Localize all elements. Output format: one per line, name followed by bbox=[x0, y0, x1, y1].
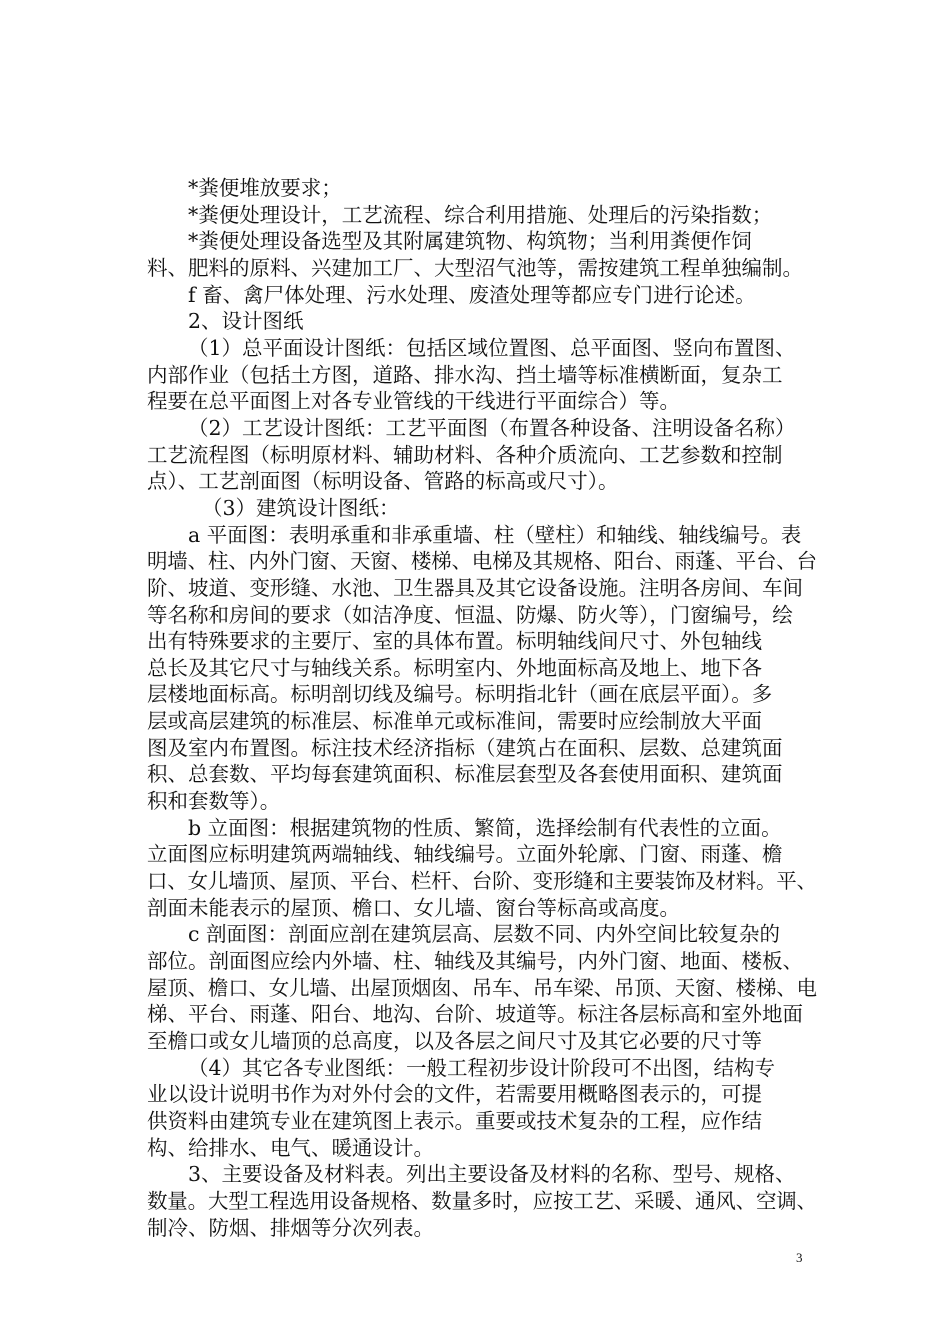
text-line: 业以设计说明书作为对外付会的文件，若需要用概略图表示的，可提 bbox=[147, 1082, 762, 1107]
text-line: 3、主要设备及材料表。列出主要设备及材料的名称、型号、规格、 bbox=[188, 1162, 796, 1187]
text-line: 点）、工艺剖面图（标明设备、管路的标高或尺寸）。 bbox=[147, 469, 619, 494]
text-line: 出有特殊要求的主要厅、室的具体布置。标明轴线间尺寸、外包轴线 bbox=[147, 629, 762, 654]
text-line: f 畜、禽尸体处理、污水处理、废渣处理等都应专门进行论述。 bbox=[188, 282, 756, 307]
text-line: （4）其它各专业图纸：一般工程初步设计阶段可不出图，结构专 bbox=[188, 1055, 776, 1080]
body-text bbox=[147, 175, 817, 1241]
page-number: 3 bbox=[796, 1250, 803, 1265]
text-line: 层楼地面标高。标明剖切线及编号。标明指北针（画在底层平面）。多 bbox=[147, 682, 773, 707]
text-line: 图及室内布置图。标注技术经济指标（建筑占在面积、层数、总建筑面 bbox=[147, 735, 783, 760]
text-line: 口、女儿墙顶、屋顶、平台、栏杆、台阶、变形缝和主要装饰及材料。平、 bbox=[147, 869, 817, 894]
text-line: 总长及其它尺寸与轴线关系。标明室内、外地面标高及地上、地下各 bbox=[147, 655, 762, 680]
text-line: 梯、平台、雨蓬、阳台、地沟、台阶、坡道等。标注各层标高和室外地面 bbox=[147, 1002, 803, 1027]
text-line: 至檐口或女儿墙顶的总高度，以及各层之间尺寸及其它必要的尺寸等 bbox=[147, 1029, 762, 1053]
text-line: *粪便堆放要求； bbox=[188, 176, 342, 200]
text-line: *粪便处理设计，工艺流程、综合利用措施、处理后的污染指数； bbox=[188, 202, 773, 227]
text-line: 数量。大型工程选用设备规格、数量多时，应按工艺、采暖、通风、空调、 bbox=[147, 1188, 817, 1213]
text-line: 工艺流程图（标明原材料、辅助材料、各种介质流向、工艺参数和控制 bbox=[147, 442, 783, 467]
text-line: 2、设计图纸 bbox=[188, 309, 304, 334]
text-line: 屋顶、檐口、女儿墙、出屋顶烟囱、吊车、吊车梁、吊顶、天窗、楼梯、电 bbox=[147, 975, 817, 1000]
text-line: 等名称和房间的要求（如洁净度、恒温、防爆、防火等），门窗编号，绘 bbox=[147, 602, 793, 627]
text-line: （1）总平面设计图纸：包括区域位置图、总平面图、竖向布置图、 bbox=[188, 335, 796, 360]
text-line: 积、总套数、平均每套建筑面积、标准层套型及各套使用面积、建筑面 bbox=[147, 762, 783, 787]
text-line: 层或高层建筑的标准层、标准单元或标准间，需要时应绘制放大平面 bbox=[147, 709, 762, 734]
text-line: 内部作业（包括土方图，道路、排水沟、挡土墙等标准横断面，复杂工 bbox=[147, 362, 783, 387]
text-line: 立面图应标明建筑两端轴线、轴线编号。立面外轮廓、门窗、雨蓬、檐 bbox=[147, 842, 783, 867]
text-line: 剖面未能表示的屋顶、檐口、女儿墙、窗台等标高或高度。 bbox=[147, 895, 680, 920]
text-line: （2）工艺设计图纸：工艺平面图（布置各种设备、注明设备名称） bbox=[188, 415, 796, 440]
text-line: 程要在总平面图上对各专业管线的干线进行平面综合）等。 bbox=[147, 389, 680, 414]
text-line: 构、给排水、电气、暖通设计。 bbox=[147, 1135, 434, 1160]
text-line: 部位。剖面图应绘内外墙、柱、轴线及其编号，内外门窗、地面、楼板、 bbox=[147, 949, 803, 974]
text-line: 阶、坡道、变形缝、水池、卫生器具及其它设备设施。注明各房间、车间 bbox=[147, 575, 803, 600]
document-body bbox=[147, 175, 817, 1241]
text-line: （3）建筑设计图纸： bbox=[202, 495, 400, 520]
text-line: 积和套数等）。 bbox=[147, 789, 281, 814]
text-line: 明墙、柱、内外门窗、天窗、楼梯、电梯及其规格、阳台、雨蓬、平台、台 bbox=[147, 549, 817, 574]
text-line: c 剖面图：剖面应剖在建筑层高、层数不同、内外空间比较复杂的 bbox=[188, 922, 780, 947]
text-line: a 平面图：表明承重和非承重墙、柱（壁柱）和轴线、轴线编号。表 bbox=[188, 522, 802, 547]
text-line: 供资料由建筑专业在建筑图上表示。重要或技术复杂的工程，应作结 bbox=[147, 1108, 762, 1133]
text-line: 制冷、防烟、排烟等分次列表。 bbox=[147, 1215, 434, 1240]
text-line: *粪便处理设备选型及其附属建筑物、构筑物；当利用粪便作饲 bbox=[188, 229, 752, 254]
text-line: 料、肥料的原料、兴建加工厂、大型沼气池等，需按建筑工程单独编制。 bbox=[147, 255, 803, 280]
text-line: b 立面图：根据建筑物的性质、繁简，选择绘制有代表性的立面。 bbox=[188, 815, 782, 840]
